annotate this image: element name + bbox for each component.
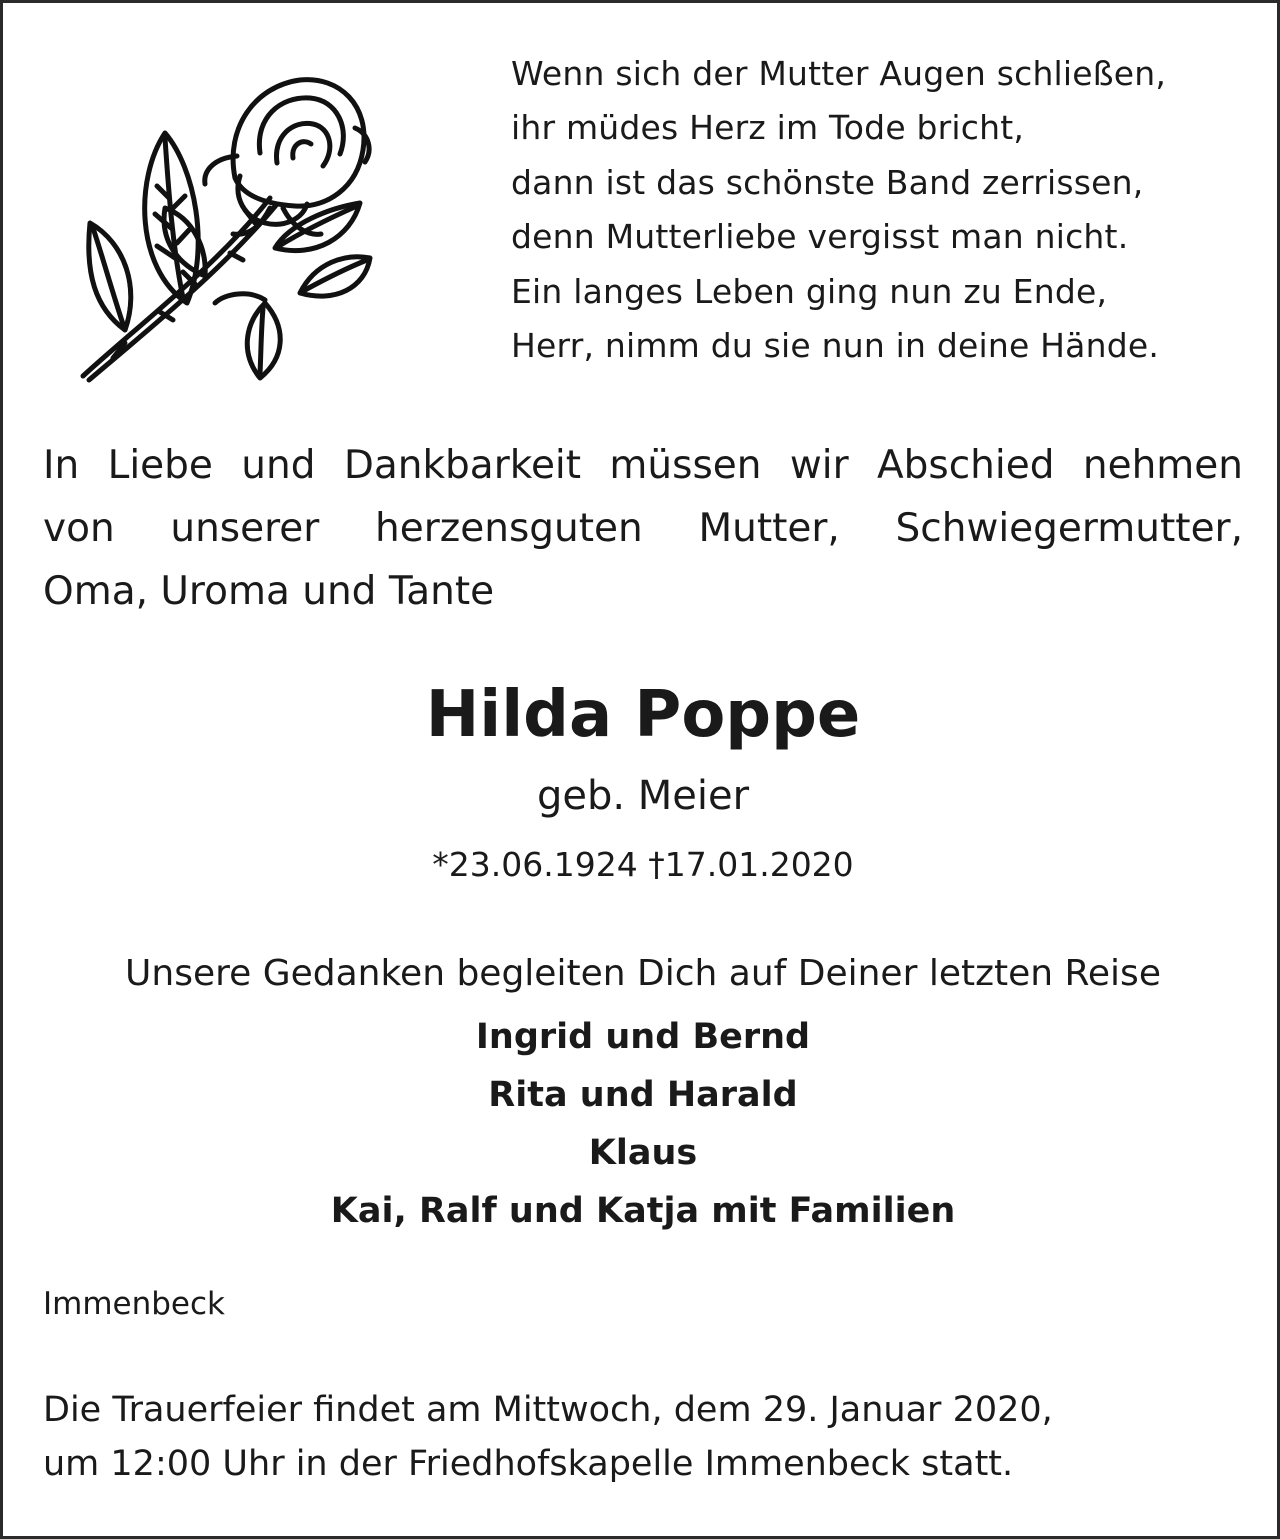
poem-line: ihr müdes Herz im Tode bricht, <box>511 108 1025 148</box>
poem-line: dann ist das schönste Band zerrissen, <box>511 162 1144 202</box>
rose-icon <box>65 58 385 388</box>
poem-line: Herr, nimm du sie nun in deine Hände. <box>511 326 1160 366</box>
mourner: Kai, Ralf und Katja mit Familien <box>330 1191 956 1231</box>
intro-line: Oma, Uroma und Tante <box>43 569 495 614</box>
intro-line: In Liebe und Dankbarkeit müssen wir Abschied nehmen <box>43 443 1243 488</box>
maiden-name: geb. Meier <box>536 773 750 819</box>
ceremony-line: Die Trauerfeier findet am Mittwoch, dem 29. Januar 2020, <box>43 1390 1053 1430</box>
poem-line: denn Mutterliebe vergisst man nicht. <box>511 217 1129 257</box>
poem-line: Ein langes Leben ging nun zu Ende, <box>511 271 1108 311</box>
ceremony-info <box>43 1383 1053 1491</box>
ceremony-line: um 12:00 Uhr in der Friedhofskapelle Immenbeck statt. <box>43 1444 1014 1484</box>
farewell-line: Unsere Gedanken begleiten Dich auf Deiner letzten Reise <box>125 953 1161 994</box>
poem-line: Wenn sich der Mutter Augen schließen, <box>511 54 1167 93</box>
place-name: Immenbeck <box>43 1286 226 1322</box>
intro-line: von unserer herzensguten Mutter, Schwiegermutter, <box>43 506 1243 551</box>
life-dates: *23.06.1924 †17.01.2020 <box>432 845 854 884</box>
intro-text <box>43 434 1243 623</box>
mourner: Klaus <box>588 1133 698 1173</box>
mourner: Rita und Harald <box>488 1075 798 1115</box>
deceased-name: Hilda Poppe <box>425 678 861 752</box>
mourners-list <box>3 1008 1280 1240</box>
mourner: Ingrid und Bernd <box>475 1017 811 1057</box>
poem <box>511 47 1166 373</box>
